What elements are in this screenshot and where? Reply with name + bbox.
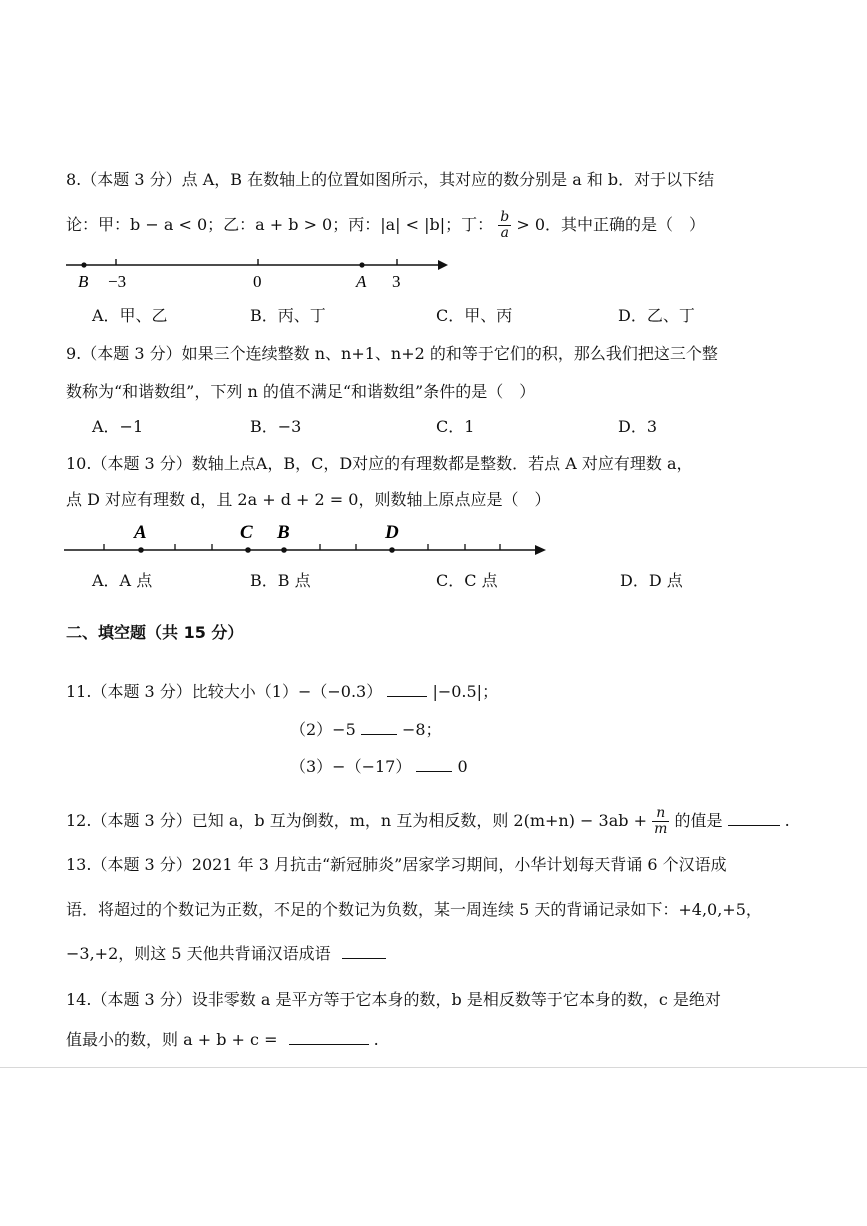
q10-ticks — [104, 544, 500, 550]
q11-part2 — [290, 718, 442, 742]
q8-point-b — [81, 262, 86, 267]
q8-option-a[interactable]: A．甲、乙 — [92, 306, 168, 325]
q11-part1-suffix: |−0.5|； — [432, 682, 499, 701]
q12-prefix: 12.（本题 3 分）已知 a，b 互为倒数，m，n 互为相反数，则 2(m+n) − 3ab + — [66, 811, 647, 830]
q9-option-d[interactable]: D．3 — [618, 417, 658, 436]
q10-option-d[interactable]: D．D 点 — [620, 571, 683, 590]
q12-blank[interactable] — [728, 809, 780, 826]
q11-part3 — [290, 755, 468, 779]
q11-blank-2[interactable] — [361, 718, 397, 735]
q14-blank[interactable] — [289, 1028, 369, 1045]
q11-part1-prefix: 11.（本题 3 分）比较大小（1）−（−0.3） — [66, 682, 383, 701]
q10-point-a — [138, 547, 144, 553]
q9-line2: 数称为“和谐数组”，下列 n 的值不满足“和谐数组”条件的是（ ） — [66, 382, 536, 401]
q14-line2-text: 值最小的数，则 a + b + c = — [66, 1030, 278, 1049]
q8-line2 — [66, 210, 705, 241]
q12-suffix: 的值是 — [674, 811, 723, 830]
q10-line1: 10.（本题 3 分）数轴上点A，B，C，D对应的有理数都是整数．若点 A 对应有理数 a， — [66, 454, 693, 473]
q8-frac-den: a — [500, 225, 509, 241]
q8-label-neg3: −3 — [108, 272, 127, 291]
q11-part2-prefix: （2）−5 — [290, 720, 356, 739]
q8-fraction — [498, 210, 511, 241]
q11-part2-suffix: −8； — [401, 720, 442, 739]
q9-option-b[interactable]: B．−3 — [250, 417, 302, 436]
q10-number-line — [60, 520, 554, 560]
q8-line2-suffix: > 0．其中正确的是（ ） — [516, 215, 706, 234]
q8-number-line — [60, 252, 460, 294]
q12-end: . — [784, 811, 790, 830]
q8-option-b[interactable]: B．丙、丁 — [250, 306, 326, 325]
page-divider — [0, 1067, 867, 1068]
q8-line2-prefix: 论：甲：b − a < 0；乙：a + b > 0；丙：|a| < |b|；丁： — [66, 215, 494, 234]
q9-option-a[interactable]: A．−1 — [92, 417, 144, 436]
q13-blank[interactable] — [342, 942, 386, 959]
q10-point-d — [389, 547, 395, 553]
q10-label-d: D — [385, 522, 399, 543]
q12-frac-den: m — [654, 821, 668, 837]
q13-line1: 13.（本题 3 分）2021 年 3 月抗击“新冠肺炎”居家学习期间，小华计划每天背诵 6 个汉语成 — [66, 855, 727, 874]
q8-frac-num: b — [500, 209, 510, 225]
q8-label-0: 0 — [253, 272, 262, 291]
q12-fraction — [652, 806, 669, 837]
q10-option-c[interactable]: C．C 点 — [436, 571, 498, 590]
q10-point-b — [281, 547, 287, 553]
q12-frac-num: n — [652, 806, 669, 822]
q10-option-b[interactable]: B．B 点 — [250, 571, 311, 590]
q10-axis-arrow — [535, 545, 546, 555]
q10-point-c — [245, 547, 251, 553]
q13-line2: 语．将超过的个数记为正数，不足的个数记为负数，某一周连续 5 天的背诵记录如下：+4,0,+5， — [66, 900, 762, 919]
section-fill-in-title: 二、填空题（共 15 分） — [66, 623, 244, 642]
q13-line3 — [66, 942, 386, 966]
q14-end: . — [373, 1030, 379, 1049]
q8-point-a — [359, 262, 364, 267]
q10-label-b: B — [277, 522, 290, 543]
q10-label-c: C — [240, 522, 253, 543]
q8-option-d[interactable]: D．乙、丁 — [618, 306, 695, 325]
q9-option-c[interactable]: C．1 — [436, 417, 475, 436]
q10-label-a: A — [134, 522, 147, 543]
q12-line — [66, 806, 790, 837]
q8-option-c[interactable]: C．甲、丙 — [436, 306, 513, 325]
q14-line2 — [66, 1028, 379, 1052]
q8-label-3: 3 — [392, 272, 401, 291]
q11-blank-3[interactable] — [416, 755, 452, 772]
q11-part3-prefix: （3）−（−17） — [290, 757, 412, 776]
q10-line2: 点 D 对应有理数 d，且 2a + d + 2 = 0，则数轴上原点应是（ ） — [66, 490, 551, 509]
q9-line1: 9.（本题 3 分）如果三个连续整数 n、n+1、n+2 的和等于它们的积，那么我们把这三个整 — [66, 344, 718, 363]
q8-line1: 8.（本题 3 分）点 A，B 在数轴上的位置如图所示，其对应的数分别是 a 和 b．对于以下结 — [66, 170, 715, 189]
q13-line3-text: −3,+2，则这 5 天他共背诵汉语成语 — [66, 944, 331, 963]
q8-axis-arrow — [438, 260, 448, 270]
q11-blank-1[interactable] — [387, 680, 427, 697]
q8-label-b: B — [78, 272, 89, 291]
q11-part3-suffix: 0 — [457, 757, 468, 776]
q10-option-a[interactable]: A．A 点 — [92, 571, 153, 590]
q8-label-a: A — [356, 272, 367, 291]
q11-part1 — [66, 680, 498, 704]
q14-line1: 14.（本题 3 分）设非零数 a 是平方等于它本身的数，b 是相反数等于它本身的数，c 是绝对 — [66, 990, 721, 1009]
